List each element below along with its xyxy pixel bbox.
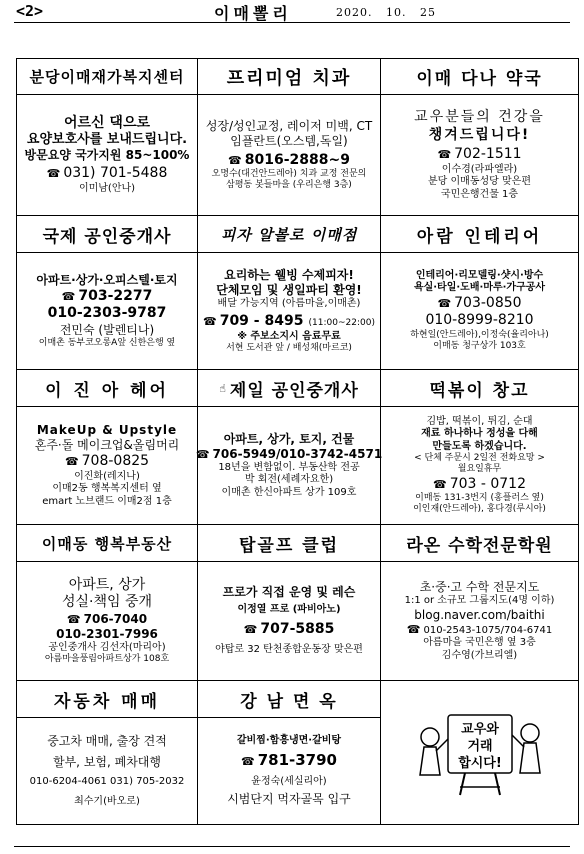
ad-body: 아파트, 상가 성실·책임 중개 ☎ 706-7040 010-2301-7996 공인중개사 김선자(마리아) 아름마을풍림아파트상가 108호	[16, 562, 198, 681]
ad-body: 인테리어·리모델링·샷시·방수 욕실·타일·도배·마루·가구공사 ☎ 703-0850 010-8999-8210 하현일(안드레아),이정숙(율리아나) 이매동 청구상가 103호	[381, 253, 579, 370]
ad-body: 갈비찜·함흥냉면·갈비탕 ☎ 781-3790 윤정숙(세실리아) 시범단지 먹자골목 입구	[198, 718, 381, 825]
ad-body: 프로가 직접 운영 및 레슨 이정열 프로 (파비아노) ☎ 707-5885 야탑로 32 탄천종합운동장 맞은편	[198, 562, 381, 681]
ad-title: 떡볶이 창고	[381, 370, 579, 407]
phone-icon: ☎	[432, 477, 447, 491]
ad-title: 이매 다나 약국	[381, 58, 579, 95]
ad-body: 아파트·상가·오피스텔·토지 ☎ 703-2277 010-2303-9787 전민숙 (발렌티나) 이매촌 동부코오롱A앞 신한은행 옆	[16, 253, 198, 370]
sign-line-1: 교우와	[460, 721, 499, 737]
ad-title: 아람 인테리어	[381, 216, 579, 253]
phone-icon: ☎	[243, 622, 258, 636]
hand-icon: ☝	[219, 381, 227, 395]
sign-line-2: 거래	[466, 738, 493, 754]
phone-icon: ☎	[437, 148, 452, 161]
ad-title: 탑골프 클럽	[198, 525, 381, 562]
phone-icon: ☎	[203, 315, 217, 329]
page-header	[14, 2, 570, 22]
ad-title: 국제 공인중개사	[16, 216, 198, 253]
ad-body: 어르신 댁으로 요양보호사를 보내드립니다. 방문요양 국가지원 85~100% ☎ 031) 701-5488 이미남(안나)	[16, 95, 198, 216]
ad-title: 프리미엄 치과	[198, 58, 381, 95]
ads-grid	[16, 58, 579, 808]
ad-body: 요리하는 웰빙 수제피자! 단체모임 및 생일파티 환영! 배달 가능지역 (아름마을,이매촌) ☎ 709 - 8495 (11:00~22:00) ※ 주보소지시 음료무료 서현 도서관 앞 / 배성채(마르코)	[198, 253, 381, 370]
ad-title: 분당이매재가복지센터	[16, 58, 198, 95]
phone-icon: ☎	[66, 612, 81, 626]
phone-icon: ☎	[228, 153, 242, 167]
ad-body: 아파트, 상가, 토지, 건물 ☎ 706-5949/010-3742-4571 18년을 변함없이. 부동산학 전공 박 회전(세례자요한) 이매촌 한신아파트 상가 109호	[198, 407, 381, 525]
issue-date: 2020. 10. 25	[336, 6, 436, 19]
ad-title: 이매동 행복부동산	[16, 525, 198, 562]
ad-body: MakeUp & Upstyle 혼주·돌 메이크업&올림머리 ☎ 708-0825 이진화(레지나) 이매2동 행복복지센터 옆 emart 노브랜드 이매2점 1층	[16, 407, 198, 525]
ad-body: 김밥, 떡볶이, 튀김, 순대 재료 하나하나 정성을 다해 만들도록 하겠습니다. < 단체 주문시 2일전 전화요망 > 월요일휴무 ☎ 703 - 0712 이매동 131-3번지 (홍플러스 옆) 이인재(안드레아), 홍다경(루시아)	[381, 407, 579, 525]
phone-icon: ☎	[61, 289, 76, 303]
footer-rule	[14, 846, 570, 847]
ad-body: 초·중·고 수학 전문지도 1:1 or 소규모 그룹지도(4명 이하) blog.naver.com/baithi ☎ 010-2543-1075/704-6741 아름마을 국민은행 옆 3층 김수영(가브리엘)	[381, 562, 579, 681]
phone-icon: ☎	[46, 167, 61, 181]
phone-icon: ☎	[241, 755, 255, 769]
ad-body: 교우분들의 건강을 챙겨드립니다! ☎ 702-1511 이수경(라파엘라) 분당 이매동성당 맞은편 국민은행건물 1층	[381, 95, 579, 216]
promo-illustration	[381, 681, 579, 825]
header-rule	[14, 22, 570, 23]
newsletter-title: 이매뽈리	[214, 4, 292, 23]
ad-title: 라온 수학전문학원	[381, 525, 579, 562]
ad-body: 중고차 매매, 출장 견적 할부, 보험, 폐차대행 010-6204-4061 031) 705-2032 최수기(바오로)	[16, 718, 198, 825]
ad-title: ☝ 제일 공인중개사	[198, 370, 381, 407]
phone-icon: ☎	[437, 296, 452, 310]
phone-icon: ☎	[406, 622, 421, 636]
ad-title: 강 남 면 옥	[198, 681, 381, 718]
phone-icon: ☎	[64, 455, 79, 468]
sign-line-3: 합시다!	[457, 755, 502, 771]
workers-sign-illustration	[410, 703, 550, 803]
phone-icon: ☎	[195, 447, 210, 461]
ad-title: 피자 알볼로 이매점	[198, 216, 381, 253]
ad-title: 이 진 아 헤어	[16, 370, 198, 407]
page-number: <2>	[16, 2, 44, 20]
ad-body: 성장/성인교정, 레이저 미백, CT 임플란트(오스템,독일) ☎ 8016-2888~9 오명수(대건안드레아) 치과 교정 전문의 삼평동 봇들마을 (우리은행 3층)	[198, 95, 381, 216]
ad-title: 자동차 매매	[16, 681, 198, 718]
